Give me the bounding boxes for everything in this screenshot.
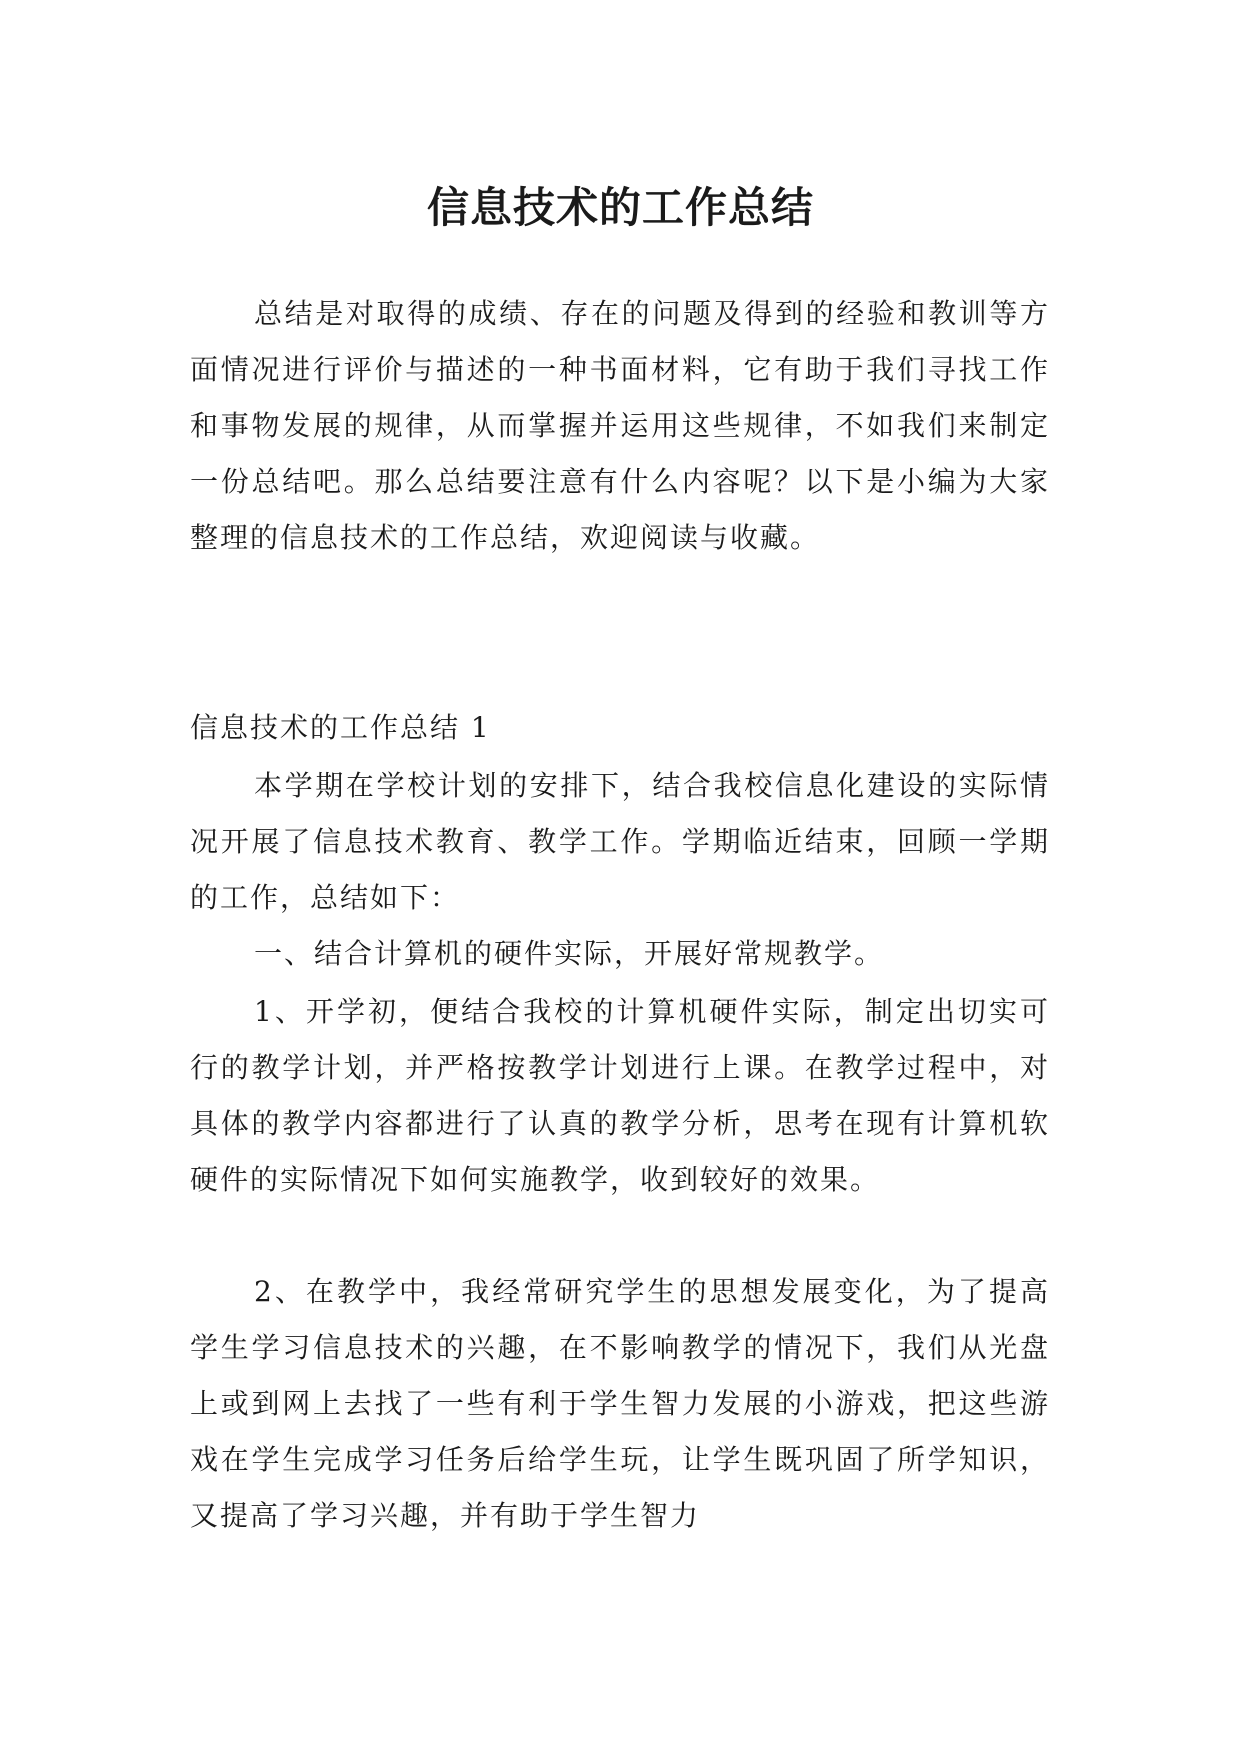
section-heading: 信息技术的工作总结 1 — [190, 711, 491, 744]
list-item-2: 2、在教学中，我经常研究学生的思想发展变化，为了提高学生学习信息技术的兴趣，在不影响教学的情况下，我们从光盘上或到网上去找了一些有利于学生智力发展的小游戏，把这些游戏在学生完成学习任务后给学生玩，让学生既巩固了所学知识，又提高了学习兴趣，并有助于学生智力 — [190, 1275, 1050, 1532]
document-title: 信息技术的工作总结 — [426, 183, 814, 233]
point-heading-1: 一、结合计算机的硬件实际，开展好常规教学。 — [254, 937, 885, 970]
list-item-1: 1、开学初，便结合我校的计算机硬件实际，制定出切实可行的教学计划，并严格按教学计划进行上课。在教学过程中，对具体的教学内容都进行了认真的教学分析，思考在现有计算机软硬件的实际情况下如何实施教学，收到较好的效果。 — [190, 995, 1050, 1196]
body-paragraph-1: 本学期在学校计划的安排下，结合我校信息化建设的实际情况开展了信息技术教育、教学工作。学期临近结束，回顾一学期的工作，总结如下： — [190, 769, 1050, 914]
intro-paragraph: 总结是对取得的成绩、存在的问题及得到的经验和教训等方面情况进行评价与描述的一种书面材料，它有助于我们寻找工作和事物发展的规律，从而掌握并运用这些规律，不如我们来制定一份总结吧。那么总结要注意有什么内容呢？以下是小编为大家整理的信息技术的工作总结，欢迎阅读与收藏。 — [190, 297, 1050, 554]
